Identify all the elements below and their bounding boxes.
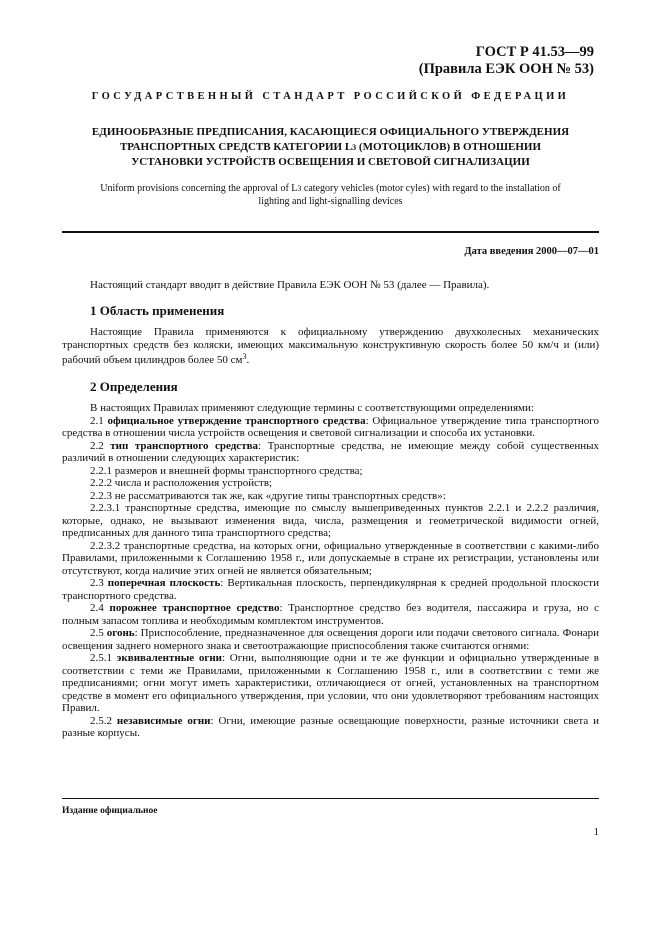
title-divider [62,231,599,233]
english-title-line-2: lighting and light-signalling devices [258,195,403,207]
definition-2-5-1: 2.5.1 эквивалентные огни: Огни, выполняющие одни и те же функции и официально утвержденные в соответствии с теми же Правилами, приложенными к Соглашению 1958 г., или в соответствии с теми же предписаниями; огни могут иметь характеристики, отличающиеся от огней, установленных на транспортном средстве в момент его официального утверждения, при условии, что они удовлетворяют требованиям настоящих Правил. [62,652,600,714]
section-1-text: Настоящие Правила применяются к официальному утверждению двухколесных механических транспортных средств без коляски, имеющих максимальную конструктивную скорость более 50 км/ч и (или) рабочий объем цилиндров более 50 $см^3$. [62,326,599,366]
definition-2-2: 2.2 тип транспортного средства: Транспортные средства, не имеющие между собой существенных различий в отношении следующих характеристик: [62,439,599,464]
document-code-block [419,44,594,78]
definition-2-2-3-1: 2.2.3.1 транспортные средства, имеющие по смыслу вышеприведенных пунктов 2.2.1 и 2.2.2 различия, которые, однако, не вызывают изменения вида, числа, размещения и геометрической видимости огней, предписанных для данного типа транспортного средства; [62,502,599,539]
section-2-intro: В настоящих Правилах применяют следующие термины с соответствующими определениями: [90,402,534,414]
document-body [62,279,599,740]
main-title-line-3: УСТАНОВКИ УСТРОЙСТВ ОСВЕЩЕНИЯ И СВЕТОВОЙ СИГНАЛИЗАЦИИ [131,156,530,168]
definition-2-4: 2.4 порожнее транспортное средство: Транспортное средство без водителя, пассажира и груза, но с полным запасом топлива и необходимым комплектом инструментов. [62,602,599,627]
section-2-heading: 2 Определения [90,378,178,394]
gost-code: ГОСТ Р 41.53—99 [475,44,594,60]
definition-2-2-3: 2.2.3 не рассматриваются так же, как «другие типы транспортных средств»: [90,489,446,502]
introduction-date: Дата введения 2000—07—01 [464,246,599,257]
definition-2-1: 2.1 официальное утверждение транспортного средства: Официальное утверждение типа транспортного средства в отношении числа устройств освещения и световой сигнализации и способа их установки. [62,414,599,439]
english-title [62,183,599,208]
rules-reference: (Правила ЕЭК ООН № 53) [418,61,594,77]
definition-2-2-2: 2.2.2 числа и расположения устройств; [90,477,273,489]
definition-2-5: 2.5 огонь: Приспособление, предназначенное для освещения дороги или подачи светового сигнала. Фонари освещения заднего номерного знака и светоотражающие приспособления также считаются огнями: [62,627,600,652]
main-title-line-1: ЕДИНООБРАЗНЫЕ ПРЕДПИСАНИЯ, КАСАЮЩИЕСЯ ОФИЦИАЛЬНОГО УТВЕРЖДЕНИЯ [91,126,570,138]
definition-2-3: 2.3 поперечная плоскость: Вертикальная плоскость, перпендикулярная к средней продольной плоскости транспортного средства. [62,577,600,602]
footer-divider [62,798,599,799]
page-number: 1 [593,826,599,838]
main-title-line-2: ТРАНСПОРТНЫХ СРЕДСТВ КАТЕГОРИИ L3 (МОТОЦИКЛОВ) В ОТНОШЕНИИ [119,141,542,153]
definition-2-5-2: 2.5.2 независимые огни: Огни, имеющие разные освещающие поверхности, разные источники света и разные корпусы. [62,714,600,739]
definition-2-2-3-2: 2.2.3.2 транспортные средства, на которых огни, официально утвержденные в соответствии с какими-либо Правилами, приложенными к Соглашению 1958 г., или допускаемые в стране их регистрации, установлены или отсутствуют, когда наличие этих огней не является обязательным; [62,539,599,577]
section-1-heading: 1 Область применения [90,302,225,318]
official-edition-label: Издание официальное [62,806,158,816]
definition-2-2-1: 2.2.1 размеров и внешней формы транспортного средства; [90,464,363,477]
english-title-line-1: Uniform provisions concerning the approval of L3 category vehicles (motor cyles) with regard to the installation of [100,183,561,194]
main-title [62,125,599,170]
intro-paragraph: Настоящий стандарт вводит в действие Правила ЕЭК ООН № 53 (далее — Правила). [90,279,490,291]
standard-title: ГОСУДАРСТВЕННЫЙ СТАНДАРТ РОССИЙСКОЙ ФЕДЕРАЦИИ [91,91,570,102]
